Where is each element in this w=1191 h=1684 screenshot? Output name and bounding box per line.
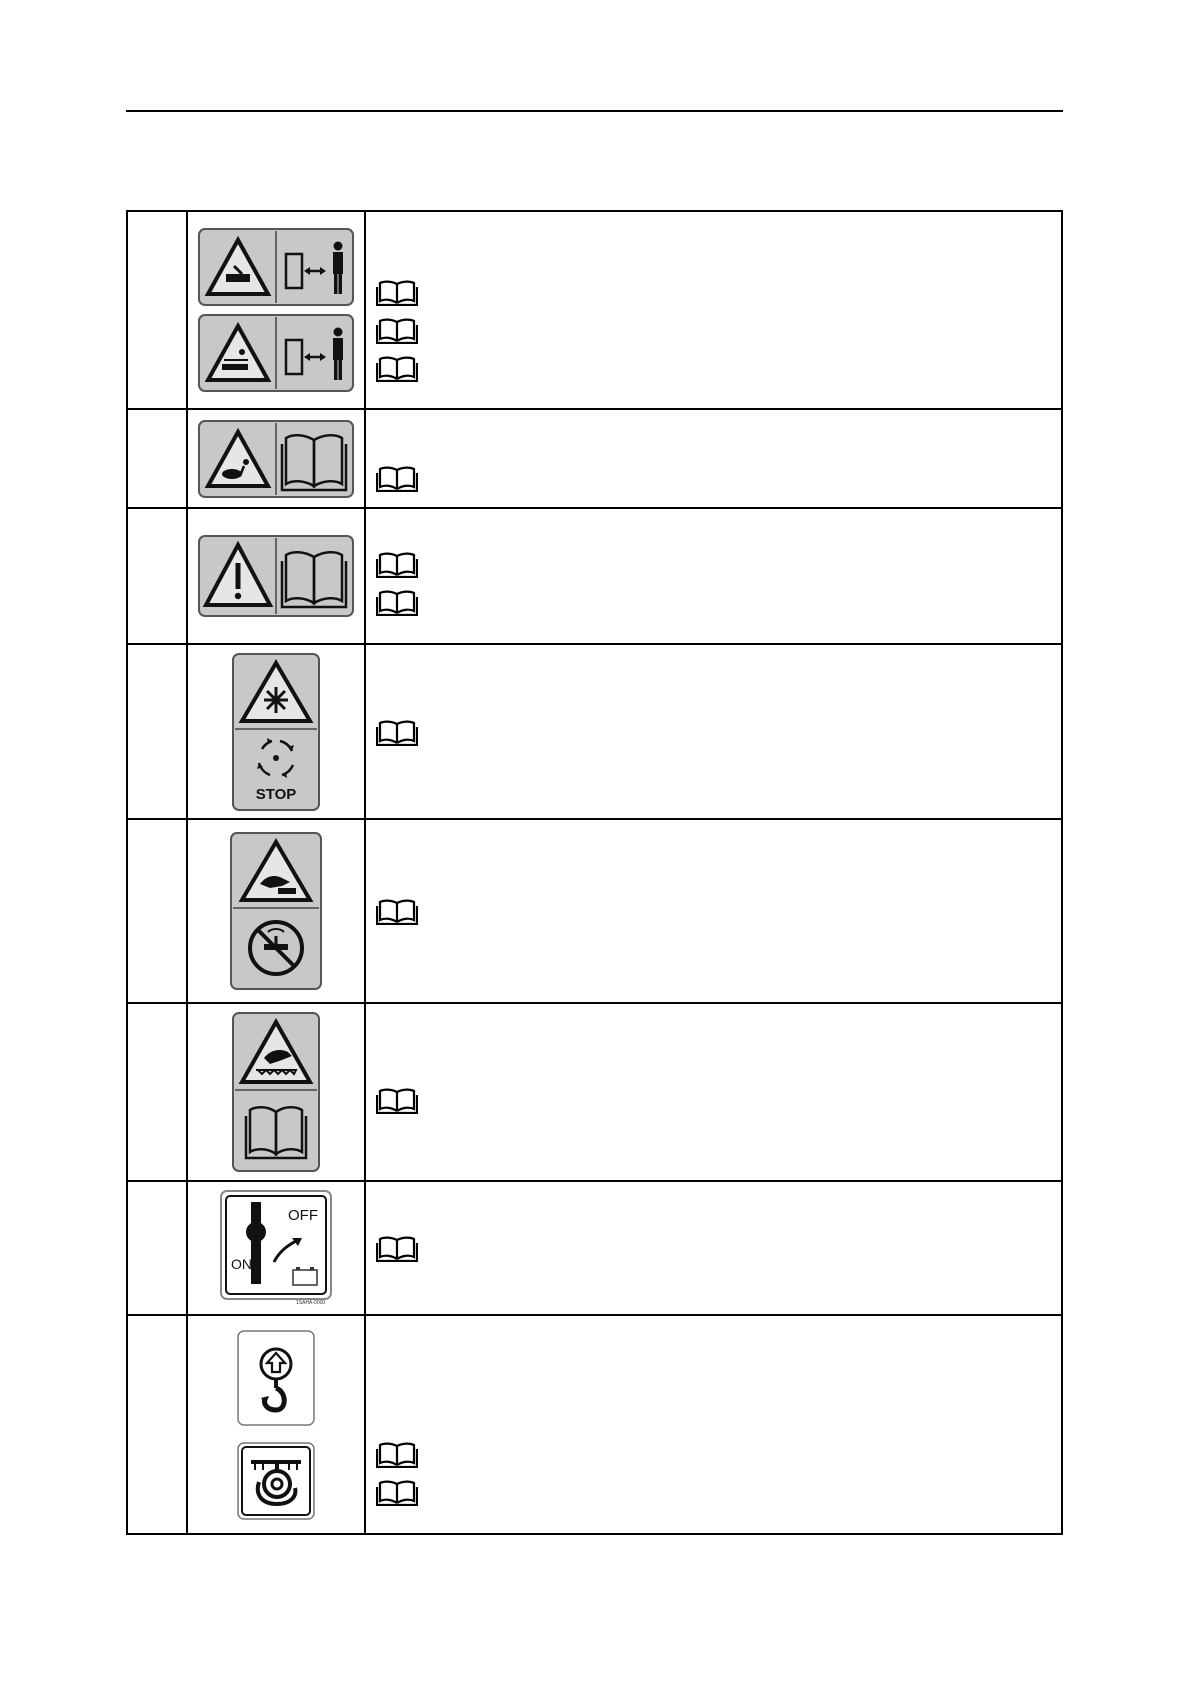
on-label: ON xyxy=(231,1256,252,1272)
hand-entanglement-no-touch-decal xyxy=(230,832,322,990)
manual-book-icon xyxy=(376,897,418,925)
manual-book-icon xyxy=(376,718,418,746)
manual-book-icon xyxy=(376,1086,418,1114)
header-rule xyxy=(126,110,1063,112)
decal-description-cell xyxy=(365,1181,1062,1315)
off-label: OFF xyxy=(288,1207,318,1224)
decal-picture-cell xyxy=(187,409,365,508)
decal-picture-cell xyxy=(187,819,365,1003)
decal-row-3 xyxy=(127,508,1062,644)
manual-book-icon xyxy=(376,278,418,306)
decal-picture-cell xyxy=(187,211,365,409)
row-number-cell xyxy=(127,409,187,508)
manual-reference-list xyxy=(366,536,1061,616)
decal-picture-cell xyxy=(187,644,365,819)
decal-description-cell xyxy=(365,508,1062,644)
safety-decals-table xyxy=(126,210,1063,1535)
decal-row-6 xyxy=(127,1003,1062,1181)
decal-picture-cell xyxy=(187,1315,365,1534)
decal-picture-cell xyxy=(187,1003,365,1181)
battery-disconnect-switch-decal xyxy=(220,1190,332,1306)
decal-row-4 xyxy=(127,644,1062,819)
decal-row-7 xyxy=(127,1181,1062,1315)
row-number-cell xyxy=(127,1315,187,1534)
decal-row-2 xyxy=(127,409,1062,508)
manual-book-icon xyxy=(376,550,418,578)
decal-picture-cell xyxy=(187,508,365,644)
manual-book-icon xyxy=(376,316,418,344)
runover-hazard-read-manual-decal xyxy=(198,420,354,498)
decal-description-cell xyxy=(365,211,1062,409)
decal-code-label: 1SAHA-0000 xyxy=(296,1300,326,1306)
row-number-cell xyxy=(127,819,187,1003)
decal-row-5 xyxy=(127,819,1062,1003)
row-number-cell xyxy=(127,1003,187,1181)
decal-description-cell xyxy=(365,1315,1062,1534)
manual-reference-list xyxy=(366,897,1061,925)
crush-hazard-keep-distance-decal xyxy=(198,228,354,306)
decal-description-cell xyxy=(365,1003,1062,1181)
rotating-blade-wait-stop-decal xyxy=(232,653,320,811)
decal-row-8 xyxy=(127,1315,1062,1534)
manual-reference-list xyxy=(366,426,1061,492)
lifting-point-hook-decal xyxy=(237,1330,315,1426)
manual-reference-list xyxy=(366,1344,1061,1506)
row-number-cell xyxy=(127,1181,187,1315)
manual-reference-list xyxy=(366,1070,1061,1114)
manual-reference-list xyxy=(366,718,1061,746)
decal-description-cell xyxy=(365,819,1062,1003)
cutting-hazard-read-manual-decal xyxy=(232,1012,320,1172)
manual-book-icon xyxy=(376,354,418,382)
row-number-cell xyxy=(127,508,187,644)
decal-description-cell xyxy=(365,644,1062,819)
tie-down-point-decal xyxy=(237,1442,315,1520)
general-warning-read-manual-decal xyxy=(198,535,354,617)
manual-reference-list xyxy=(366,1234,1061,1262)
decal-row-1 xyxy=(127,211,1062,409)
manual-book-icon xyxy=(376,464,418,492)
decal-picture-cell xyxy=(187,1181,365,1315)
manual-book-icon xyxy=(376,588,418,616)
manual-book-icon xyxy=(376,1234,418,1262)
row-number-cell xyxy=(127,211,187,409)
decal-description-cell xyxy=(365,409,1062,508)
entanglement-hazard-keep-distance-decal xyxy=(198,314,354,392)
stop-label: STOP xyxy=(255,785,297,803)
manual-book-icon xyxy=(376,1478,418,1506)
row-number-cell xyxy=(127,644,187,819)
manual-book-icon xyxy=(376,1440,418,1468)
manual-reference-list xyxy=(366,238,1061,382)
